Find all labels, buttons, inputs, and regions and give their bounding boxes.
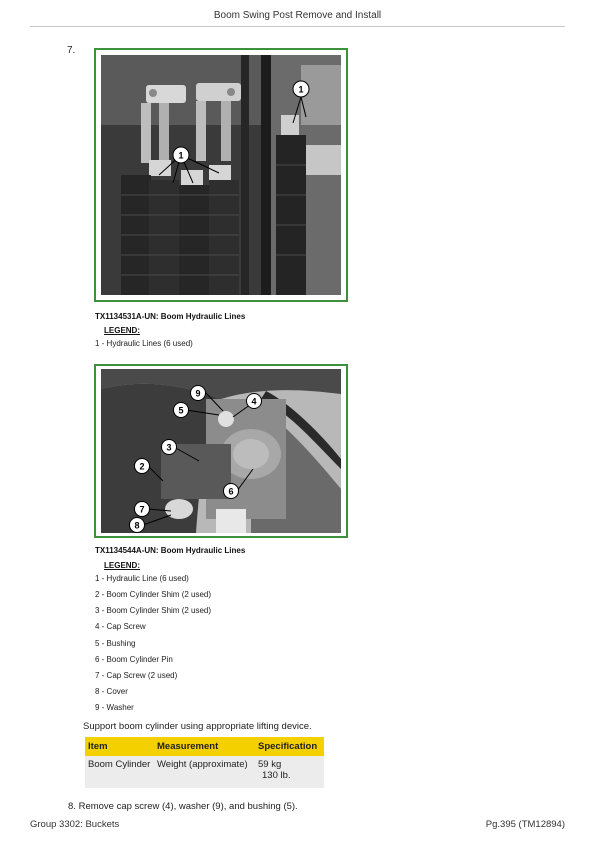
column-header-item: Item — [85, 737, 154, 756]
callout-5-label: 5 — [178, 405, 184, 416]
figure-caption: TX1134531A-UN: Boom Hydraulic Lines — [95, 312, 246, 321]
instruction-text: Support boom cylinder using appropriate lifting device. — [83, 721, 312, 732]
figure-caption: TX1134544A-UN: Boom Hydraulic Lines — [95, 546, 246, 555]
step-number: 7. — [67, 45, 76, 56]
step-text: Remove cap screw (4), washer (9), and bushing (5). — [78, 801, 298, 812]
callout-6-label: 6 — [228, 486, 234, 497]
legend-item: 4 - Cap Screw — [95, 622, 146, 631]
legend-item: 6 - Boom Cylinder Pin — [95, 655, 173, 664]
legend-title: LEGEND: — [104, 326, 140, 335]
callout-1-label: 1 — [178, 150, 184, 161]
legend-title: LEGEND: — [104, 561, 140, 570]
cell-measurement: Weight (approximate) — [154, 756, 255, 788]
callout-1-label-right: 1 — [298, 84, 304, 95]
callout-3-label: 3 — [166, 442, 172, 453]
table-row — [85, 756, 324, 788]
legend-item: 5 - Bushing — [95, 639, 136, 648]
footer-page-number: Pg.395 (TM12894) — [485, 819, 565, 830]
legend-item: 8 - Cover — [95, 687, 128, 696]
callout-4-label: 4 — [251, 396, 257, 407]
cell-specification — [255, 756, 324, 788]
footer-group: Group 3302: Buckets — [30, 819, 120, 830]
specification-table — [85, 737, 324, 788]
step-8 — [68, 801, 298, 812]
legend-item: 9 - Washer — [95, 703, 134, 712]
page-header: Boom Swing Post Remove and Install — [30, 10, 565, 27]
legend-item: 2 - Boom Cylinder Shim (2 used) — [95, 590, 212, 599]
hydraulic-lines-photo — [101, 55, 341, 295]
column-header-specification: Specification — [255, 737, 324, 756]
step-number: 8. — [68, 801, 76, 812]
boom-cylinder-photo — [101, 369, 341, 533]
legend-item: 1 - Hydraulic Line (6 used) — [95, 574, 189, 583]
table-header-row — [85, 737, 324, 756]
legend-item: 1 - Hydraulic Lines (6 used) — [95, 339, 193, 348]
figure-boom-cylinder-photo — [94, 364, 348, 538]
figure-boom-hydraulic-lines-photo — [94, 48, 348, 302]
callout-8-label: 8 — [134, 520, 140, 531]
spec-imperial-value: 130 lb. — [262, 770, 291, 781]
callout-9-label: 9 — [195, 388, 201, 399]
callout-2-label: 2 — [139, 461, 145, 472]
cell-item: Boom Cylinder — [85, 756, 154, 788]
callout-7-label: 7 — [139, 504, 145, 515]
legend-item: 3 - Boom Cylinder Shim (2 used) — [95, 606, 212, 615]
column-header-measurement: Measurement — [154, 737, 255, 756]
spec-metric-value: 59 kg — [258, 759, 282, 770]
legend-item: 7 - Cap Screw (2 used) — [95, 671, 178, 680]
